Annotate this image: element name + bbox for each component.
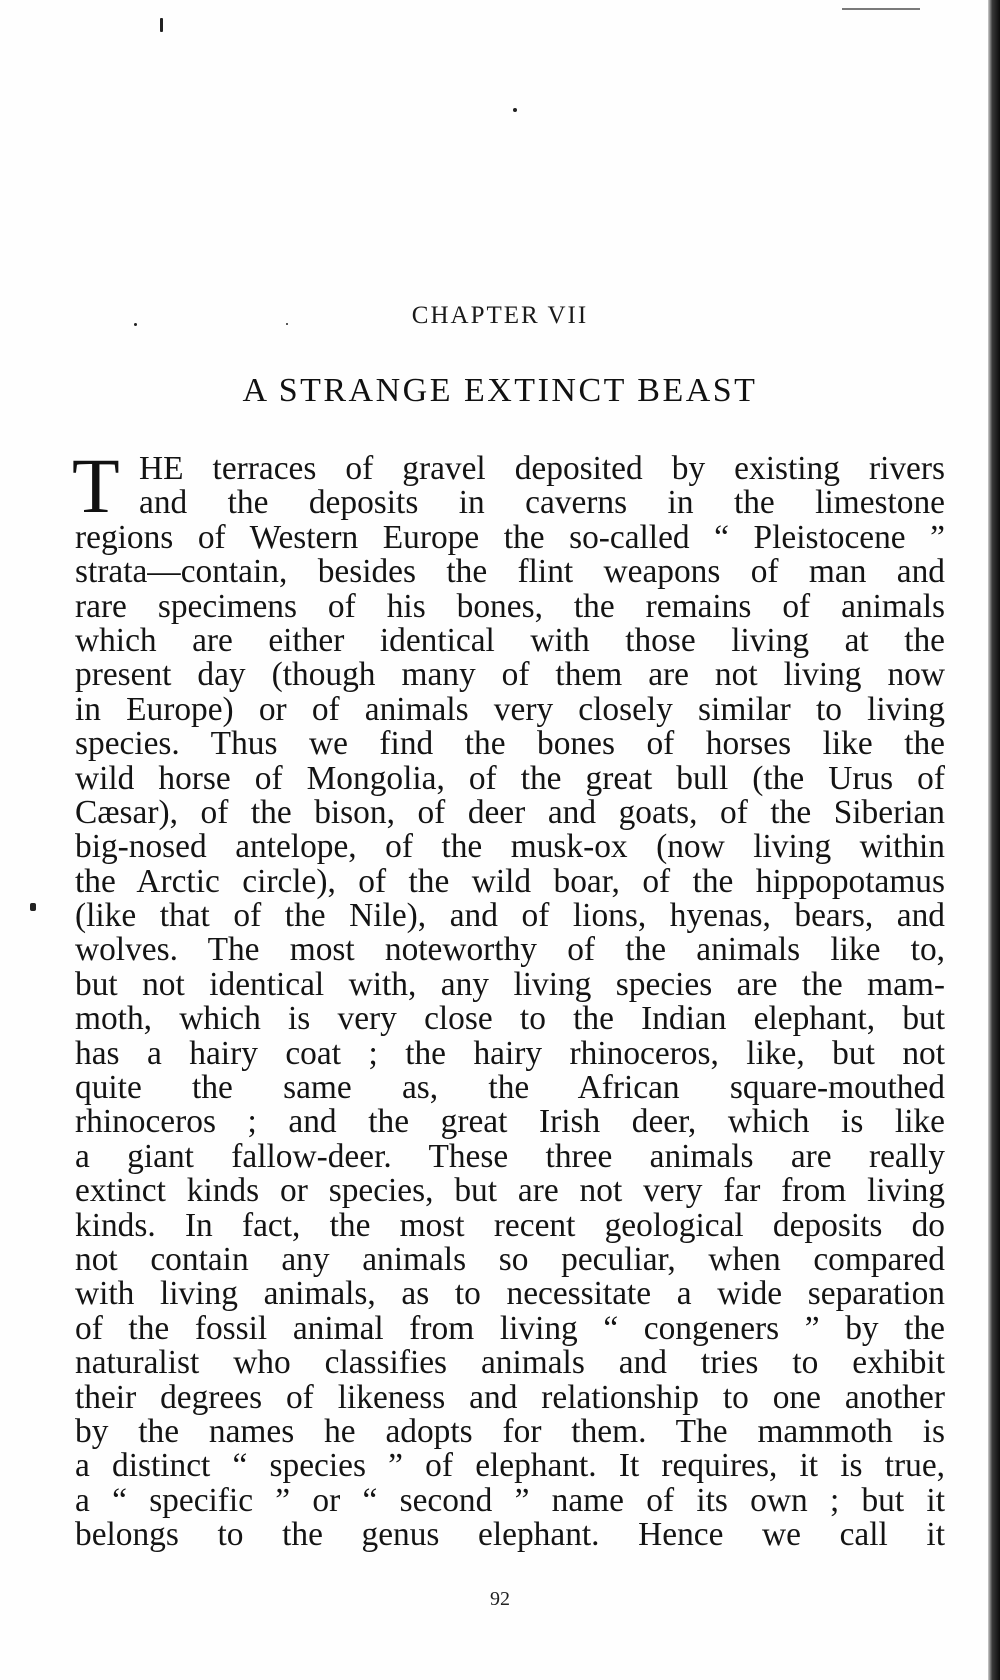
text-line: rhinoceros ; and the great Irish deer, which is like (75, 1103, 945, 1141)
text-line: not contain any animals so peculiar, when compared (75, 1240, 945, 1278)
text-line: the Arctic circle), of the wild boar, of the hippopotamus (75, 862, 945, 900)
text-line: rare specimens of his bones, the remains of animals (75, 587, 945, 625)
text-line: by the names he adopts for them. The mammoth is (75, 1412, 945, 1450)
text-line: wild horse of Mongolia, of the great bull (the Urus of (75, 759, 945, 797)
text-line: and the deposits in caverns in the limestone (139, 484, 945, 522)
ink-speck (30, 903, 36, 911)
text-line: species. Thus we find the bones of horses like the (75, 725, 945, 763)
text-line: in Europe) or of animals very closely similar to living (75, 690, 945, 728)
text-line: a giant fallow-deer. These three animals are really (75, 1137, 945, 1175)
scan-mark (842, 8, 920, 10)
text-line: extinct kinds or species, but are not very far from living (75, 1172, 945, 1210)
text-line: strata—contain, besides the flint weapons of man and (75, 553, 945, 591)
text-line: Cæsar), of the bison, of deer and goats, of the Siberian (75, 793, 945, 831)
page-number: 92 (490, 1588, 510, 1610)
drop-cap: T (72, 442, 120, 529)
text-line: with living animals, as to necessitate a wide separation (75, 1275, 945, 1313)
text-line: quite the same as, the African square-mouthed (75, 1069, 945, 1107)
text-line: which are either identical with those living at the (75, 621, 945, 659)
text-line: of the fossil animal from living “ congeners ” by the (75, 1309, 945, 1347)
page-binding-edge (988, 0, 1000, 1680)
text-line: a distinct “ species ” of elephant. It requires, it is true, (75, 1447, 945, 1485)
chapter-title: A STRANGE EXTINCT BEAST (242, 372, 758, 409)
text-line: present day (though many of them are not living now (75, 656, 945, 694)
text-line: big-nosed antelope, of the musk-ox (now living within (75, 828, 945, 866)
text-line: (like that of the Nile), and of lions, hyenas, bears, and (75, 897, 945, 935)
text-line: belongs to the genus elephant. Hence we call it (75, 1516, 945, 1554)
text-line: their degrees of likeness and relationship to one another (75, 1378, 945, 1416)
text-line: wolves. The most noteworthy of the animals like to, (75, 931, 945, 969)
body-text (75, 452, 945, 1553)
text-line: kinds. In fact, the most recent geological deposits do (75, 1206, 945, 1244)
chapter-label: CHAPTER VII (411, 302, 589, 329)
text-line: but not identical with, any living species are the mam- (75, 965, 945, 1003)
text-line: naturalist who classifies animals and tries to exhibit (75, 1344, 945, 1382)
ink-speck (160, 18, 163, 32)
text-line: moth, which is very close to the Indian elephant, but (75, 1000, 945, 1038)
text-line: a “ specific ” or “ second ” name of its own ; but it (75, 1481, 945, 1519)
text-line: regions of Western Europe the so-called “ Pleistocene ” (75, 518, 945, 556)
text-line: has a hairy coat ; the hairy rhinoceros, like, but not (75, 1034, 945, 1072)
ink-speck (513, 108, 517, 112)
text-line: HE terraces of gravel deposited by existing rivers (139, 450, 945, 487)
